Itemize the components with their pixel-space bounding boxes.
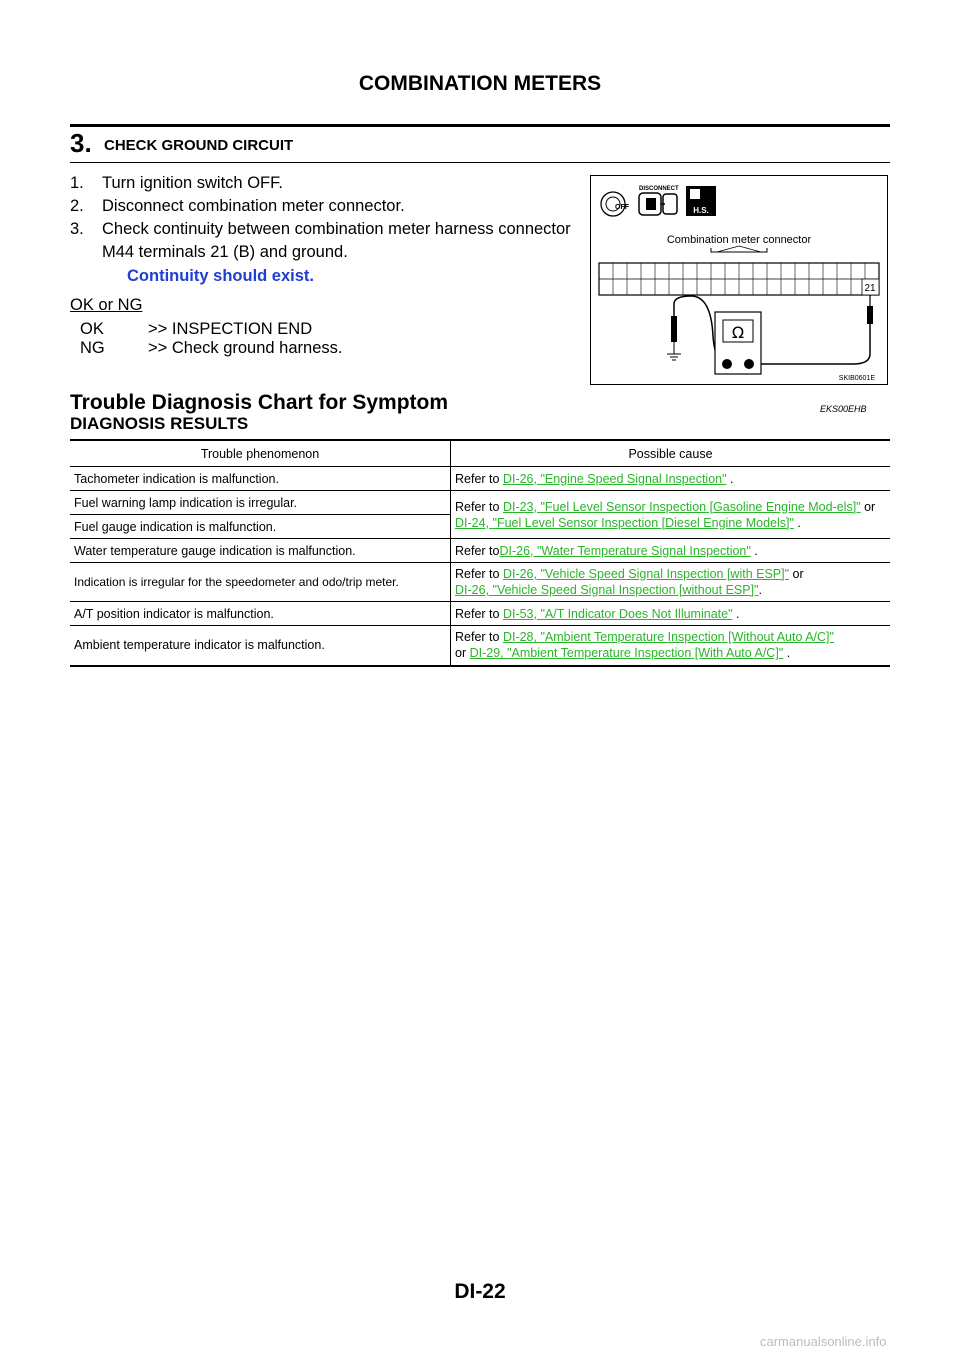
step-number: 3. xyxy=(70,128,92,158)
phenomenon-cell: Ambient temperature indicator is malfunction. xyxy=(70,626,451,666)
hs-label: H.S. xyxy=(693,206,709,215)
diagnosis-table xyxy=(70,441,890,667)
ohmmeter-icon xyxy=(715,312,761,374)
table-row xyxy=(70,491,890,515)
step-item xyxy=(70,218,571,264)
section-title: Trouble Diagnosis Chart for Symptom xyxy=(70,391,449,414)
column-header: Trouble phenomenon xyxy=(70,441,451,467)
step-item-text: Check continuity between combination meter harness connector xyxy=(102,220,571,238)
cause-cell xyxy=(451,539,891,563)
cause-cell xyxy=(451,491,891,539)
phenomenon-cell: Tachometer indication is malfunction. xyxy=(70,467,451,491)
result-text: >> Check ground harness. xyxy=(148,339,343,357)
result-text: >> INSPECTION END xyxy=(148,320,313,338)
off-label: OFF xyxy=(615,204,629,211)
step-item-number: 1. xyxy=(70,174,84,192)
step-item-text: Disconnect combination meter connector. xyxy=(102,197,405,215)
cause-suffix: . xyxy=(783,646,791,661)
step-item-text: Turn ignition switch OFF. xyxy=(102,174,283,192)
reference-link[interactable]: DI-28, "Ambient Temperature Inspection [Without Auto A/C]" xyxy=(502,630,834,645)
cause-cell xyxy=(451,467,891,491)
reference-link[interactable]: DI-26, "Vehicle Speed Signal Inspection [without ESP]" xyxy=(455,583,759,597)
hs-connector-icon xyxy=(686,186,716,216)
table-row xyxy=(70,467,890,491)
ignition-key-icon xyxy=(601,192,630,216)
cause-prefix: Refer to xyxy=(455,567,503,581)
cause-mid: or xyxy=(789,567,804,581)
step-item xyxy=(70,195,571,218)
cause-cell xyxy=(451,626,891,666)
table-row xyxy=(70,563,890,602)
cause-suffix: . xyxy=(750,543,758,558)
table-row xyxy=(70,626,890,666)
page-title: COMBINATION METERS xyxy=(358,72,602,95)
watermark: carmanualsonline.info xyxy=(760,1334,887,1349)
diagram-svg xyxy=(591,176,887,384)
continuity-spec: Continuity should exist. xyxy=(127,267,315,285)
subsection-title: DIAGNOSIS RESULTS xyxy=(70,414,249,433)
disconnect-label: DISCONNECT xyxy=(639,186,679,192)
terminal-label: 21 xyxy=(864,283,876,294)
cause-suffix: . xyxy=(732,606,740,621)
table-header-row xyxy=(70,441,890,467)
phenomenon-cell: A/T position indicator is malfunction. xyxy=(70,602,451,626)
step-rule xyxy=(70,162,890,163)
cause-suffix: . xyxy=(726,471,734,486)
reference-link[interactable]: DI-24, "Fuel Level Sensor Inspection [Diesel Engine Models]" xyxy=(455,515,794,530)
page-number: DI-22 xyxy=(454,1280,506,1303)
disconnect-icon xyxy=(639,186,679,215)
cause-cell xyxy=(451,602,891,626)
phenomenon-cell: Fuel gauge indication is malfunction. xyxy=(70,515,451,539)
phenomenon-cell: Indication is irregular for the speedometer and odo/trip meter. xyxy=(70,563,451,602)
phenomenon-cell: Fuel warning lamp indication is irregular. xyxy=(70,491,451,515)
section-code: EKS00EHB xyxy=(820,404,867,414)
step-item-text: M44 terminals 21 (B) and ground. xyxy=(102,243,348,261)
connector-diagram xyxy=(590,175,888,385)
reference-link[interactable]: DI-23, "Fuel Level Sensor Inspection [Gasoline Engine Mod-els]" xyxy=(502,499,861,514)
cause-prefix: Refer to xyxy=(455,606,503,621)
table-row xyxy=(70,539,890,563)
reference-link[interactable]: DI-26, "Engine Speed Signal Inspection" xyxy=(502,471,727,486)
ground-symbol xyxy=(667,354,681,360)
cause-prefix: Refer to xyxy=(455,630,503,645)
phenomenon-cell: Water temperature gauge indication is malfunction. xyxy=(70,539,451,563)
result-ok xyxy=(80,320,312,339)
step-item-number: 3. xyxy=(70,220,84,238)
reference-link[interactable]: DI-26, "Vehicle Speed Signal Inspection [with ESP]" xyxy=(502,567,790,581)
table-row xyxy=(70,602,890,626)
cause-prefix: Refer to xyxy=(455,543,500,558)
ohm-symbol: Ω xyxy=(731,323,745,342)
step-title: CHECK GROUND CIRCUIT xyxy=(104,137,294,154)
step-list xyxy=(70,172,571,264)
cause-prefix: Refer to xyxy=(455,499,503,514)
column-header: Possible cause xyxy=(451,441,891,467)
result-ng xyxy=(80,339,342,358)
step-item-number: 2. xyxy=(70,197,84,215)
cause-suffix: . xyxy=(758,583,762,597)
reference-link[interactable]: DI-29, "Ambient Temperature Inspection [With Auto A/C]" xyxy=(469,646,784,661)
connector-label: Combination meter connector xyxy=(666,234,812,246)
reference-link[interactable]: DI-26, "Water Temperature Signal Inspection" xyxy=(499,543,751,558)
cause-prefix: Refer to xyxy=(455,471,503,486)
reference-link[interactable]: DI-53, "A/T Indicator Does Not Illuminate" xyxy=(502,606,733,621)
cause-suffix: . xyxy=(793,515,801,530)
cause-mid: or xyxy=(860,499,876,514)
figure-id: SKIB0601E xyxy=(838,375,875,382)
result-code: OK xyxy=(80,320,104,338)
step-item xyxy=(70,172,571,195)
result-code: NG xyxy=(80,339,105,357)
cause-cell xyxy=(451,563,891,602)
cause-mid: or xyxy=(455,646,470,661)
ok-ng-label: OK or NG xyxy=(70,296,143,314)
header-rule xyxy=(70,124,890,127)
connector-face xyxy=(599,263,879,295)
